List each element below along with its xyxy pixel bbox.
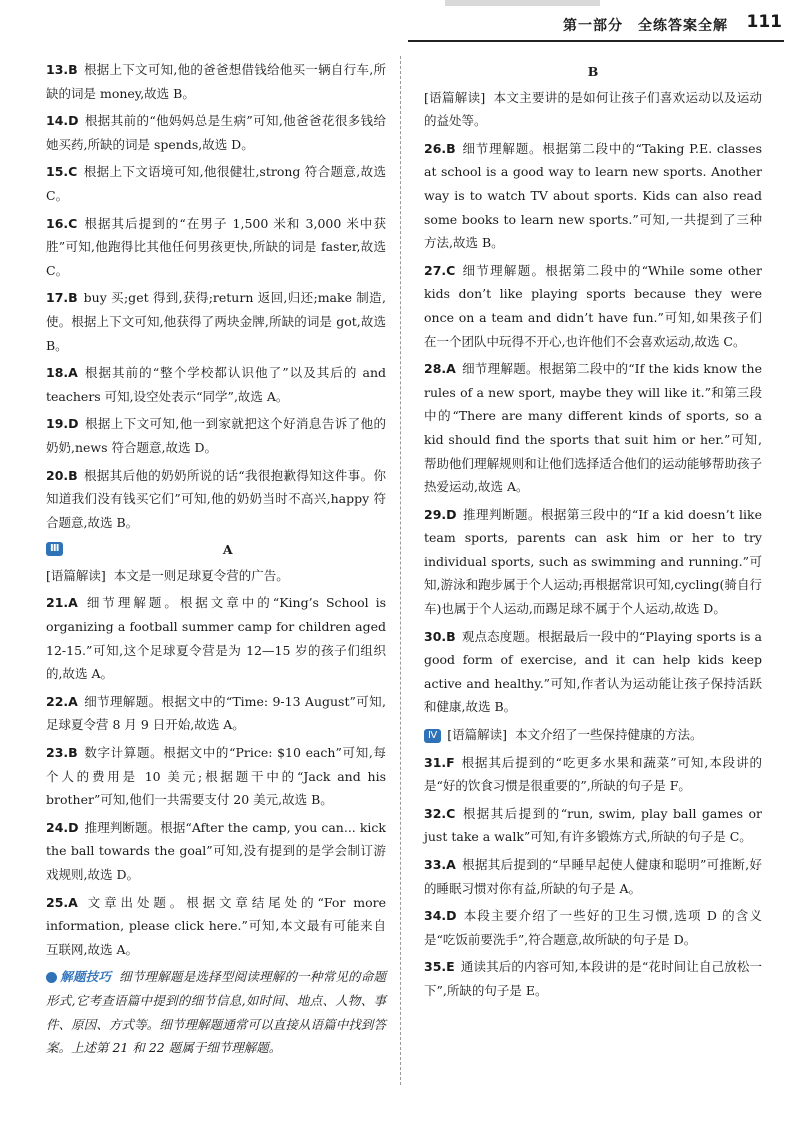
answer-item [424,503,762,621]
intro-label: [语篇解读] [447,727,507,743]
answer-item [424,802,762,849]
answer-explanation: 根据上下文可知,他一到家就把这个好消息告诉了他的奶奶,news 符合题意,故选 D。 [46,416,386,455]
answer-number: 15.C [46,164,78,180]
right-column [424,58,762,1007]
answer-number: 29.D [424,506,457,522]
intro-label: [语篇解读] [424,89,486,105]
answer-item [46,361,386,408]
answer-number: 21.A [46,595,78,611]
answer-explanation: 根据上下文可知,他的爸爸想借钱给他买一辆自行车,所缺的词是 money,故选 B。 [46,62,386,101]
header-rule [408,40,784,42]
answer-explanation: 文章出处题。根据文章结尾处的“For more information, please click here.”可知,本文最有可能来自互联网,故选 A。 [46,894,386,957]
answer-item [46,891,386,962]
answer-item [46,109,386,156]
column-divider [400,56,401,1085]
answer-item [424,751,762,798]
answer-explanation: 根据其后提到的“在男子 1,500 米和 3,000 米中获胜”可知,他跑得比其他任何男孩更快,所缺的词是 faster,故选 C。 [46,215,386,278]
answer-explanation: 细节理解题。根据第二段中的“Taking P.E. classes at school is a good way to learn new sports. Another way is to watch TV about sports. Kids can also read some books to learn new sports.”可知,一共提到了三种方法,故选 B。 [424,140,762,251]
answer-item [46,464,386,535]
page-header [0,0,800,44]
answer-explanation: 观点态度题。根据最后一段中的“Playing sports is a good form of exercise, and it can help kids keep active and healthy.”可知,作者认为运动能让孩子保持活跃和健康,故选 B。 [424,628,762,715]
answer-number: 16.C [46,215,78,231]
answer-explanation: 数字计算题。根据文中的“Price: $10 each”可知,每个人的费用是 10 美元;根据题干中的“Jack and his brother”可知,他们一共需要支付 20 美元,故选 B。 [46,745,386,808]
answer-explanation: 根据其后提到的“run, swim, play ball games or just take a walk”可知,有许多锻炼方式,所缺的句子是 C。 [424,805,762,845]
passage-intro-part4 [424,723,762,747]
answer-list-21-25 [46,591,386,961]
answer-number: 34.D [424,908,457,924]
answer-number: 25.A [46,894,78,910]
answer-list-13-20 [46,58,386,534]
answer-number: 20.B [46,467,78,483]
answer-explanation: 细节理解题。根据文章中的“King’s School is organizing a football summer camp for children aged 12-15.”可知,这个足球夏令营是为 12—15 岁的孩子们组织的,故选 A。 [46,595,386,682]
answer-number: 32.C [424,805,456,821]
tips-text: 细节理解题是选择型阅读理解的一种常见的命题形式,它考查语篇中提到的细节信息,如时间、地点、人物、事件、原因、方式等。细节理解题通常可以直接从语篇中找到答案。上述第 21 和 22 题属于细节理解题。 [46,969,386,1056]
answer-explanation: 根据其后提到的“早睡早起使人健康和聪明”可推断,好的睡眠习惯对你有益,所缺的句子是 A。 [424,857,762,896]
passage-intro-b [424,86,762,133]
answer-explanation: 细节理解题。根据第二段中的“If the kids know the rules of a new sport, maybe they will like it.”和第三段中的“There are many different kinds of sports, so a kid should find the sports that suit him or her.”可知,帮助他们理解规则和让他们选择适合他们的运动能够帮助孩子热爱运动,故选 A。 [424,361,762,495]
answer-item [46,58,386,105]
answer-number: 19.D [46,416,79,432]
part3-letter: A [222,542,233,558]
tips-title: 解题技巧 [60,969,112,985]
answer-list-26-30 [424,137,762,719]
answer-item [46,741,386,812]
part4-badge: Ⅳ [424,729,441,743]
answer-explanation: 推理判断题。根据第三段中的“If a kid doesn’t like team sports, parents can ask him or her to try individual sports, such as swimming and running.”可知,游泳和跑步属于个人运动;再根据常识可知,cycling(骑自行车)也属于个人运动,而踢足球不属于个人运动,故选 D。 [424,506,762,617]
intro-text: 本文是一则足球夏令营的广告。 [113,567,289,583]
answer-number: 28.A [424,361,456,377]
lightbulb-icon [46,972,57,983]
page-number: 111 [746,12,782,32]
solving-tips [46,965,386,1059]
answer-number: 30.B [424,628,456,644]
answer-explanation: 细节理解题。根据第二段中的“While some other kids don’t like playing sports because they were once on a team and didn’t have fun.”可知,如果孩子们在一个团队中玩得不开心,也许他们不会喜欢运动,故选 C。 [424,262,762,349]
answer-item [46,591,386,685]
answer-explanation: 根据其后提到的“吃更多水果和蔬菜”可知,本段讲的是“好的饮食习惯是很重要的”,所缺的句子是 F。 [424,754,762,794]
section-title: 第一部分 全练答案全解 [563,18,728,34]
answer-item [424,904,762,951]
intro-label: [语篇解读] [46,567,106,583]
answer-number: 27.C [424,262,456,278]
answer-explanation: 根据上下文语境可知,他很健壮,strong 符合题意,故选 C。 [46,164,386,203]
answer-explanation: 细节理解题。根据文中的“Time: 9-13 August”可知,足球夏令营 8 月 9 日开始,故选 A。 [46,693,386,733]
intro-text: 本文主要讲的是如何让孩子们喜欢运动以及运动的益处等。 [424,89,762,129]
passage-intro-a [46,564,386,588]
answer-item [424,357,762,499]
answer-number: 18.A [46,365,78,381]
answer-item [46,160,386,207]
left-column [46,58,386,1060]
answer-explanation: 根据其前的“他妈妈总是生病”可知,他爸爸花很多钱给她买药,所缺的词是 spends,故选 D。 [46,113,386,152]
answer-item [424,137,762,255]
section-heading-b: B [587,64,599,79]
answer-number: 14.D [46,113,79,129]
answer-item [424,625,762,719]
answer-number: 13.B [46,62,78,77]
answer-number: 26.B [424,140,456,156]
answer-number: 31.F [424,754,455,770]
answer-item [424,853,762,900]
intro-text: 本文介绍了一些保持健康的方法。 [515,727,703,743]
answer-item [46,212,386,283]
answer-explanation: buy 买;get 得到,获得;return 返回,归还;make 制造,使。根据上下文可知,他获得了两块金牌,所缺的词是 got,故选 B。 [46,290,386,353]
answer-explanation: 通读其后的内容可知,本段讲的是“花时间让自己放松一下”,所缺的句子是 E。 [424,959,762,998]
header-tab-decoration [445,0,600,6]
answer-item [46,412,386,459]
answer-explanation: 本段主要介绍了一些好的卫生习惯,选项 D 的含义是“吃饭前要洗手”,符合题意,故所缺的句子是 D。 [424,908,762,947]
answer-item [46,286,386,357]
answer-item [46,816,386,887]
answer-number: 22.A [46,693,78,709]
answer-explanation: 根据其前的“整个学校都认识他了”以及其后的 and teachers 可知,设空处表示“同学”,故选 A。 [46,365,386,404]
answer-explanation: 根据其后他的奶奶所说的话“我很抱歉得知这件事。你知道我们没有钱买它们”可知,他的奶奶当时不高兴,happy 符合题意,故选 B。 [46,467,386,530]
answer-list-31-35 [424,751,762,1003]
answer-number: 33.A [424,857,456,872]
answer-item [424,955,762,1002]
answer-number: 23.B [46,745,78,761]
answer-item [46,690,386,737]
section-heading-a [46,538,386,562]
answer-number: 35.E [424,959,455,975]
answer-item [424,259,762,353]
part3-badge: Ⅲ [46,542,63,556]
answer-number: 17.B [46,290,78,306]
answer-number: 24.D [46,819,79,835]
answer-explanation: 推理判断题。根据“After the camp, you can... kick the ball towards the goal”可知,没有提到的是学会制订游戏规则,故选 D。 [46,819,386,882]
